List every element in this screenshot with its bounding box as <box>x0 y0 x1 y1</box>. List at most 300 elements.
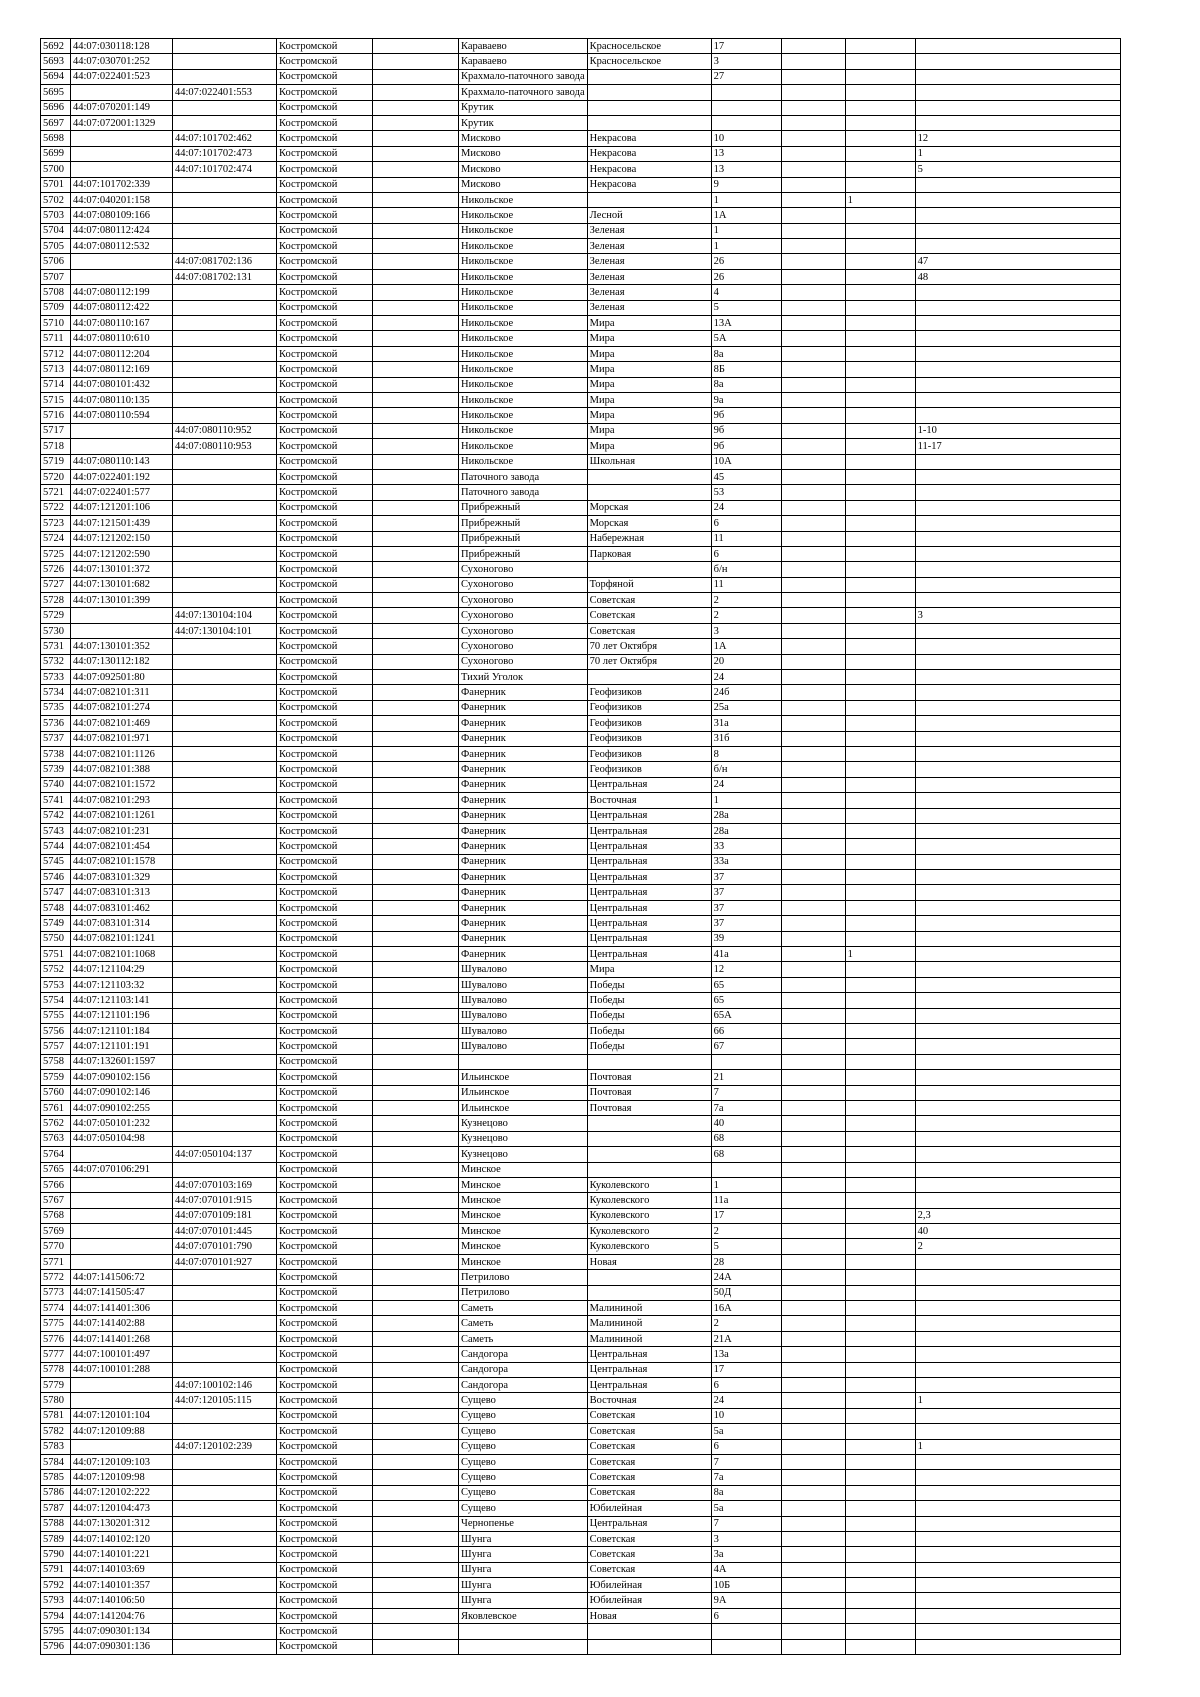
settlement-type-cell <box>373 423 459 438</box>
building-cell <box>781 269 845 284</box>
settlement-type-cell <box>373 593 459 608</box>
cadastral-number-object-cell <box>173 285 277 300</box>
building-cell <box>781 1039 845 1054</box>
settlement-type-cell <box>373 1193 459 1208</box>
cadastral-number-land-cell <box>71 439 173 454</box>
structure-cell <box>845 469 915 484</box>
street-cell: Некрасова <box>587 162 711 177</box>
locality-cell: Минское <box>459 1239 588 1254</box>
street-cell: Центральная <box>587 900 711 915</box>
district-cell: Костромской <box>277 69 373 84</box>
house-number-cell: 1А <box>711 208 781 223</box>
apartment-cell <box>915 546 1120 561</box>
row-number-cell: 5694 <box>41 69 71 84</box>
building-cell <box>781 1100 845 1115</box>
structure-cell <box>845 562 915 577</box>
cadastral-number-land-cell: 44:07:083101:329 <box>71 870 173 885</box>
structure-cell <box>845 500 915 515</box>
locality-cell: Никольское <box>459 454 588 469</box>
district-cell: Костромской <box>277 177 373 192</box>
street-cell: Центральная <box>587 1377 711 1392</box>
building-cell <box>781 1578 845 1593</box>
apartment-cell <box>915 900 1120 915</box>
row-number-cell: 5711 <box>41 331 71 346</box>
cadastral-number-object-cell <box>173 746 277 761</box>
street-cell <box>587 192 711 207</box>
cadastral-number-land-cell: 44:07:120102:222 <box>71 1485 173 1500</box>
street-cell: Куколевского <box>587 1224 711 1239</box>
cadastral-number-object-cell <box>173 69 277 84</box>
apartment-cell <box>915 593 1120 608</box>
structure-cell <box>845 300 915 315</box>
building-cell <box>781 885 845 900</box>
apartment-cell <box>915 1285 1120 1300</box>
street-cell <box>587 562 711 577</box>
district-cell: Костромской <box>277 392 373 407</box>
district-cell: Костромской <box>277 1162 373 1177</box>
cadastral-number-land-cell: 44:07:083101:314 <box>71 916 173 931</box>
apartment-cell <box>915 1470 1120 1485</box>
house-number-cell: 17 <box>711 1362 781 1377</box>
district-cell: Костромской <box>277 823 373 838</box>
district-cell: Костромской <box>277 977 373 992</box>
row-number-cell: 5767 <box>41 1193 71 1208</box>
settlement-type-cell <box>373 454 459 469</box>
cadastral-number-object-cell <box>173 392 277 407</box>
locality-cell: Ильинское <box>459 1100 588 1115</box>
apartment-cell <box>915 916 1120 931</box>
cadastral-number-land-cell <box>71 1239 173 1254</box>
table-row <box>41 239 1121 254</box>
cadastral-number-object-cell <box>173 1608 277 1623</box>
structure-cell <box>845 654 915 669</box>
settlement-type-cell <box>373 1224 459 1239</box>
structure-cell <box>845 1070 915 1085</box>
locality-cell: Прибрежный <box>459 546 588 561</box>
row-number-cell: 5744 <box>41 839 71 854</box>
cadastral-number-land-cell: 44:07:082101:1068 <box>71 947 173 962</box>
cadastral-number-object-cell: 44:07:070101:445 <box>173 1224 277 1239</box>
building-cell <box>781 1408 845 1423</box>
apartment-cell <box>915 731 1120 746</box>
structure-cell <box>845 1578 915 1593</box>
street-cell: Торфяной <box>587 577 711 592</box>
building-cell <box>781 54 845 69</box>
district-cell: Костромской <box>277 269 373 284</box>
house-number-cell: 13 <box>711 162 781 177</box>
cadastral-number-object-cell <box>173 1547 277 1562</box>
row-number-cell: 5718 <box>41 439 71 454</box>
apartment-cell <box>915 192 1120 207</box>
cadastral-number-object-cell <box>173 239 277 254</box>
table-row <box>41 608 1121 623</box>
cadastral-number-object-cell <box>173 993 277 1008</box>
apartment-cell <box>915 516 1120 531</box>
locality-cell: Сущево <box>459 1470 588 1485</box>
locality-cell: Сухоногово <box>459 608 588 623</box>
district-cell: Костромской <box>277 1347 373 1362</box>
table-row <box>41 192 1121 207</box>
district-cell: Костромской <box>277 947 373 962</box>
street-cell: Победы <box>587 977 711 992</box>
settlement-type-cell <box>373 1054 459 1069</box>
table-row <box>41 1100 1121 1115</box>
structure-cell <box>845 1193 915 1208</box>
structure-cell <box>845 1454 915 1469</box>
street-cell: Мира <box>587 362 711 377</box>
table-row <box>41 1516 1121 1531</box>
cadastral-number-land-cell: 44:07:140101:221 <box>71 1547 173 1562</box>
district-cell: Костромской <box>277 993 373 1008</box>
settlement-type-cell <box>373 1024 459 1039</box>
row-number-cell: 5770 <box>41 1239 71 1254</box>
structure-cell <box>845 1316 915 1331</box>
structure-cell <box>845 69 915 84</box>
district-cell: Костромской <box>277 1547 373 1562</box>
cadastral-number-land-cell: 44:07:080110:135 <box>71 392 173 407</box>
house-number-cell: 24 <box>711 1393 781 1408</box>
structure-cell <box>845 162 915 177</box>
cadastral-number-land-cell: 44:07:082101:388 <box>71 762 173 777</box>
locality-cell: Шувалово <box>459 962 588 977</box>
settlement-type-cell <box>373 1039 459 1054</box>
table-row <box>41 962 1121 977</box>
structure-cell <box>845 870 915 885</box>
house-number-cell: 13А <box>711 316 781 331</box>
building-cell <box>781 1547 845 1562</box>
house-number-cell <box>711 100 781 115</box>
table-row <box>41 1578 1121 1593</box>
structure-cell <box>845 777 915 792</box>
apartment-cell: 1 <box>915 1393 1120 1408</box>
table-row <box>41 1501 1121 1516</box>
row-number-cell: 5705 <box>41 239 71 254</box>
district-cell: Костромской <box>277 916 373 931</box>
apartment-cell <box>915 1408 1120 1423</box>
district-cell: Костромской <box>277 746 373 761</box>
locality-cell: Минское <box>459 1162 588 1177</box>
row-number-cell: 5750 <box>41 931 71 946</box>
cadastral-number-object-cell <box>173 731 277 746</box>
row-number-cell: 5774 <box>41 1301 71 1316</box>
street-cell <box>587 69 711 84</box>
house-number-cell: 11 <box>711 531 781 546</box>
table-row <box>41 1624 1121 1639</box>
building-cell <box>781 423 845 438</box>
building-cell <box>781 623 845 638</box>
apartment-cell: 48 <box>915 269 1120 284</box>
cadastral-number-land-cell: 44:07:120109:98 <box>71 1470 173 1485</box>
structure-cell <box>845 1085 915 1100</box>
cadastral-number-object-cell <box>173 485 277 500</box>
cadastral-number-land-cell: 44:07:072001:1329 <box>71 115 173 130</box>
cadastral-number-object-cell <box>173 1562 277 1577</box>
cadastral-number-land-cell <box>71 1177 173 1192</box>
building-cell <box>781 362 845 377</box>
cadastral-number-land-cell: 44:07:080112:204 <box>71 346 173 361</box>
apartment-cell <box>915 39 1120 54</box>
row-number-cell: 5716 <box>41 408 71 423</box>
house-number-cell: 10Б <box>711 1578 781 1593</box>
settlement-type-cell <box>373 793 459 808</box>
street-cell: Морская <box>587 500 711 515</box>
house-number-cell: 65 <box>711 993 781 1008</box>
locality-cell: Никольское <box>459 408 588 423</box>
settlement-type-cell <box>373 1254 459 1269</box>
structure-cell <box>845 454 915 469</box>
building-cell <box>781 39 845 54</box>
locality-cell: Крахмало-паточного завода <box>459 85 588 100</box>
house-number-cell: 17 <box>711 1208 781 1223</box>
cadastral-number-object-cell <box>173 870 277 885</box>
cadastral-number-object-cell <box>173 1578 277 1593</box>
house-number-cell: 45 <box>711 469 781 484</box>
settlement-type-cell <box>373 1085 459 1100</box>
row-number-cell: 5734 <box>41 685 71 700</box>
building-cell <box>781 916 845 931</box>
cadastral-number-object-cell <box>173 500 277 515</box>
locality-cell: Никольское <box>459 392 588 407</box>
cadastral-number-land-cell: 44:07:121101:196 <box>71 1008 173 1023</box>
district-cell: Костромской <box>277 1024 373 1039</box>
house-number-cell: 10 <box>711 131 781 146</box>
row-number-cell: 5793 <box>41 1593 71 1608</box>
settlement-type-cell <box>373 808 459 823</box>
structure-cell <box>845 346 915 361</box>
settlement-type-cell <box>373 716 459 731</box>
settlement-type-cell <box>373 731 459 746</box>
apartment-cell <box>915 931 1120 946</box>
house-number-cell: 1 <box>711 793 781 808</box>
district-cell: Костромской <box>277 1624 373 1639</box>
row-number-cell: 5701 <box>41 177 71 192</box>
row-number-cell: 5791 <box>41 1562 71 1577</box>
district-cell: Костромской <box>277 1147 373 1162</box>
row-number-cell: 5736 <box>41 716 71 731</box>
locality-cell: Сухоногово <box>459 639 588 654</box>
district-cell: Костромской <box>277 1100 373 1115</box>
cadastral-number-land-cell: 44:07:141505:47 <box>71 1285 173 1300</box>
district-cell: Костромской <box>277 531 373 546</box>
apartment-cell <box>915 885 1120 900</box>
row-number-cell: 5728 <box>41 593 71 608</box>
street-cell <box>587 670 711 685</box>
structure-cell <box>845 1054 915 1069</box>
locality-cell: Кузнецово <box>459 1147 588 1162</box>
cadastral-number-land-cell: 44:07:080110:143 <box>71 454 173 469</box>
locality-cell: Тихий Уголок <box>459 670 588 685</box>
house-number-cell <box>711 1054 781 1069</box>
row-number-cell: 5723 <box>41 516 71 531</box>
table-row <box>41 254 1121 269</box>
house-number-cell: 9б <box>711 439 781 454</box>
building-cell <box>781 239 845 254</box>
locality-cell: Шунга <box>459 1562 588 1577</box>
locality-cell: Минское <box>459 1224 588 1239</box>
cadastral-number-land-cell: 44:07:141402:88 <box>71 1316 173 1331</box>
settlement-type-cell <box>373 700 459 715</box>
cadastral-number-object-cell: 44:07:120105:115 <box>173 1393 277 1408</box>
street-cell: Мира <box>587 962 711 977</box>
house-number-cell: 6 <box>711 1439 781 1454</box>
row-number-cell: 5730 <box>41 623 71 638</box>
settlement-type-cell <box>373 1424 459 1439</box>
cadastral-number-land-cell: 44:07:030118:128 <box>71 39 173 54</box>
cadastral-number-land-cell: 44:07:082101:1578 <box>71 854 173 869</box>
street-cell: Центральная <box>587 870 711 885</box>
house-number-cell: 2 <box>711 1224 781 1239</box>
structure-cell <box>845 1531 915 1546</box>
district-cell: Костромской <box>277 239 373 254</box>
apartment-cell: 47 <box>915 254 1120 269</box>
structure-cell <box>845 1024 915 1039</box>
structure-cell <box>845 177 915 192</box>
structure-cell <box>845 1162 915 1177</box>
cadastral-number-object-cell <box>173 823 277 838</box>
house-number-cell: 10А <box>711 454 781 469</box>
structure-cell <box>845 1424 915 1439</box>
building-cell <box>781 608 845 623</box>
row-number-cell: 5796 <box>41 1639 71 1654</box>
apartment-cell <box>915 823 1120 838</box>
building-cell <box>781 192 845 207</box>
settlement-type-cell <box>373 1393 459 1408</box>
settlement-type-cell <box>373 162 459 177</box>
settlement-type-cell <box>373 670 459 685</box>
district-cell: Костромской <box>277 1239 373 1254</box>
apartment-cell <box>915 1147 1120 1162</box>
cadastral-number-object-cell <box>173 1008 277 1023</box>
locality-cell: Кузнецово <box>459 1131 588 1146</box>
table-row <box>41 316 1121 331</box>
street-cell: Победы <box>587 993 711 1008</box>
table-row <box>41 593 1121 608</box>
district-cell: Костромской <box>277 808 373 823</box>
row-number-cell: 5783 <box>41 1439 71 1454</box>
apartment-cell <box>915 408 1120 423</box>
building-cell <box>781 1516 845 1531</box>
cadastral-number-land-cell: 44:07:120101:104 <box>71 1408 173 1423</box>
house-number-cell: 24 <box>711 500 781 515</box>
apartment-cell <box>915 1039 1120 1054</box>
settlement-type-cell <box>373 839 459 854</box>
cadastral-number-land-cell: 44:07:083101:313 <box>71 885 173 900</box>
row-number-cell: 5715 <box>41 392 71 407</box>
apartment-cell <box>915 531 1120 546</box>
apartment-cell <box>915 1177 1120 1192</box>
street-cell: Юбилейная <box>587 1593 711 1608</box>
locality-cell: Никольское <box>459 316 588 331</box>
locality-cell: Фанерник <box>459 808 588 823</box>
structure-cell <box>845 1239 915 1254</box>
building-cell <box>781 1593 845 1608</box>
locality-cell: Минское <box>459 1254 588 1269</box>
cadastral-number-object-cell <box>173 1270 277 1285</box>
row-number-cell: 5784 <box>41 1454 71 1469</box>
table-row <box>41 977 1121 992</box>
structure-cell <box>845 377 915 392</box>
settlement-type-cell <box>373 69 459 84</box>
house-number-cell: 3а <box>711 1547 781 1562</box>
table-row <box>41 777 1121 792</box>
table-row <box>41 331 1121 346</box>
building-cell <box>781 731 845 746</box>
locality-cell: Сущево <box>459 1439 588 1454</box>
street-cell: Геофизиков <box>587 716 711 731</box>
apartment-cell <box>915 1547 1120 1562</box>
cadastral-number-object-cell: 44:07:130104:101 <box>173 623 277 638</box>
row-number-cell: 5787 <box>41 1501 71 1516</box>
cadastral-number-land-cell <box>71 1393 173 1408</box>
district-cell: Костромской <box>277 777 373 792</box>
cadastral-number-land-cell: 44:07:090102:255 <box>71 1100 173 1115</box>
apartment-cell <box>915 300 1120 315</box>
locality-cell: Сандогора <box>459 1362 588 1377</box>
table-row <box>41 131 1121 146</box>
house-number-cell: 21А <box>711 1331 781 1346</box>
apartment-cell <box>915 469 1120 484</box>
table-row <box>41 793 1121 808</box>
apartment-cell <box>915 762 1120 777</box>
apartment-cell <box>915 1624 1120 1639</box>
district-cell: Костромской <box>277 1501 373 1516</box>
settlement-type-cell <box>373 762 459 777</box>
table-row <box>41 531 1121 546</box>
structure-cell <box>845 1177 915 1192</box>
table-row <box>41 1147 1121 1162</box>
building-cell <box>781 931 845 946</box>
table-row <box>41 1408 1121 1423</box>
structure-cell <box>845 1408 915 1423</box>
settlement-type-cell <box>373 562 459 577</box>
row-number-cell: 5693 <box>41 54 71 69</box>
apartment-cell <box>915 285 1120 300</box>
row-number-cell: 5696 <box>41 100 71 115</box>
cadastral-number-land-cell <box>71 1254 173 1269</box>
street-cell: 70 лет Октября <box>587 639 711 654</box>
structure-cell <box>845 1331 915 1346</box>
table-row <box>41 454 1121 469</box>
settlement-type-cell <box>373 146 459 161</box>
district-cell: Костромской <box>277 1254 373 1269</box>
building-cell <box>781 762 845 777</box>
cadastral-number-object-cell <box>173 716 277 731</box>
building-cell <box>781 1070 845 1085</box>
building-cell <box>781 1270 845 1285</box>
building-cell <box>781 485 845 500</box>
house-number-cell: 68 <box>711 1131 781 1146</box>
locality-cell: Караваево <box>459 54 588 69</box>
house-number-cell: 7а <box>711 1100 781 1115</box>
cadastral-number-land-cell: 44:07:070201:149 <box>71 100 173 115</box>
cadastral-number-object-cell <box>173 39 277 54</box>
settlement-type-cell <box>373 1362 459 1377</box>
district-cell: Костромской <box>277 1516 373 1531</box>
district-cell: Костромской <box>277 962 373 977</box>
cadastral-number-land-cell: 44:07:130112:182 <box>71 654 173 669</box>
building-cell <box>781 1131 845 1146</box>
locality-cell: Прибрежный <box>459 531 588 546</box>
table-row <box>41 1639 1121 1654</box>
house-number-cell: 9б <box>711 408 781 423</box>
cadastral-number-land-cell: 44:07:082101:311 <box>71 685 173 700</box>
street-cell: 70 лет Октября <box>587 654 711 669</box>
district-cell: Костромской <box>277 254 373 269</box>
table-row <box>41 39 1121 54</box>
table-row <box>41 1316 1121 1331</box>
cadastral-number-object-cell <box>173 639 277 654</box>
locality-cell <box>459 1639 588 1654</box>
